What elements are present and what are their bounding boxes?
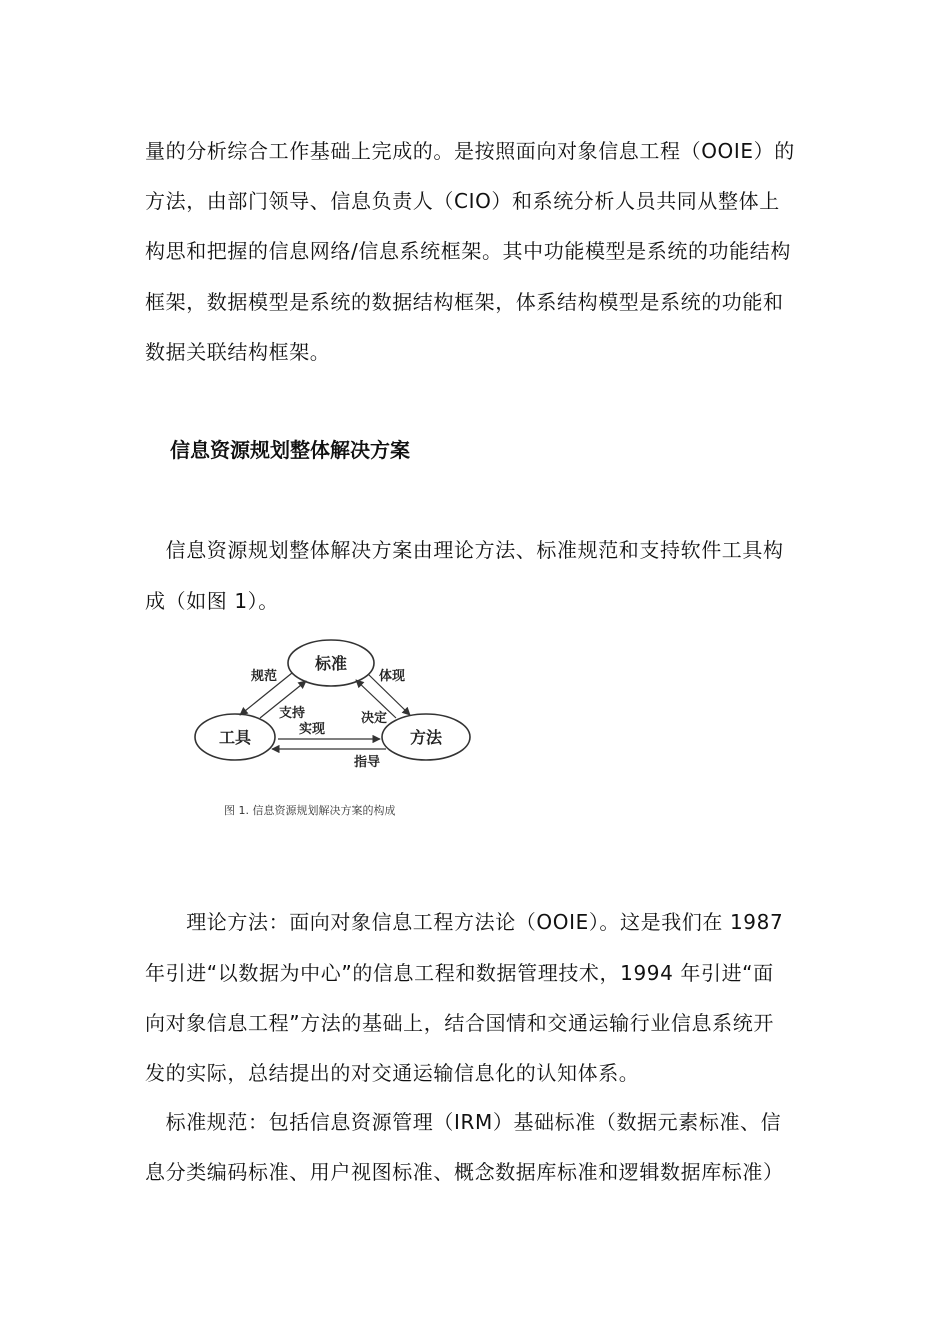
edge-label-decide: 决定 [360,711,388,726]
paragraph-1-line-1: 量的分析综合工作基础上完成的。是按照面向对象信息工程（OOIE）的 [145,139,795,163]
paragraph-3-line-4: 发的实际，总结提出的对交通运输信息化的认知体系。 [145,1061,640,1085]
paragraph-2-line-1: 信息资源规划整体解决方案由理论方法、标准规范和支持软件工具构 [145,538,784,562]
paragraph-1-line-2: 方法，由部门领导、信息负责人（CIO）和系统分析人员共同从整体上 [145,189,780,213]
paragraph-1-line-4: 框架，数据模型是系统的数据结构框架，体系结构模型是系统的功能和 [145,290,784,314]
paragraph-3-line-3: 向对象信息工程”方法的基础上，结合国情和交通运输行业信息系统开 [145,1011,774,1035]
paragraph-2-line-2: 成（如图 1）。 [145,589,279,613]
paragraph-1-line-5: 数据关联结构框架。 [145,340,331,364]
section-heading: 信息资源规划整体解决方案 [170,438,410,462]
edge-label-realize: 实现 [298,722,326,737]
edge-label-support: 支持 [278,706,306,721]
figure-caption: 图 1. 信息资源规划解决方案的构成 [224,804,396,817]
edge-label-norm: 规范 [250,669,278,684]
node-standard-label: 标准 [314,654,348,673]
paragraph-3-line-2: 年引进“以数据为中心”的信息工程和数据管理技术，1994 年引进“面 [145,961,774,985]
node-tool-label: 工具 [218,728,252,747]
paragraph-4-line-1: 标准规范：包括信息资源管理（IRM）基础标准（数据元素标准、信 [145,1110,782,1134]
paragraph-4-line-2: 息分类编码标准、用户视图标准、概念数据库标准和逻辑数据库标准） [145,1160,784,1184]
edge-label-guide: 指导 [353,755,381,770]
figure-1-diagram [190,636,490,826]
edge-label-embody: 体现 [378,669,406,684]
node-method-label: 方法 [409,728,443,747]
paragraph-3-line-1: 理论方法：面向对象信息工程方法论（OOIE）。这是我们在 1987 [145,910,784,934]
paragraph-1-line-3: 构思和把握的信息网络/信息系统框架。其中功能模型是系统的功能结构 [145,239,791,263]
figure-1 [190,636,490,826]
